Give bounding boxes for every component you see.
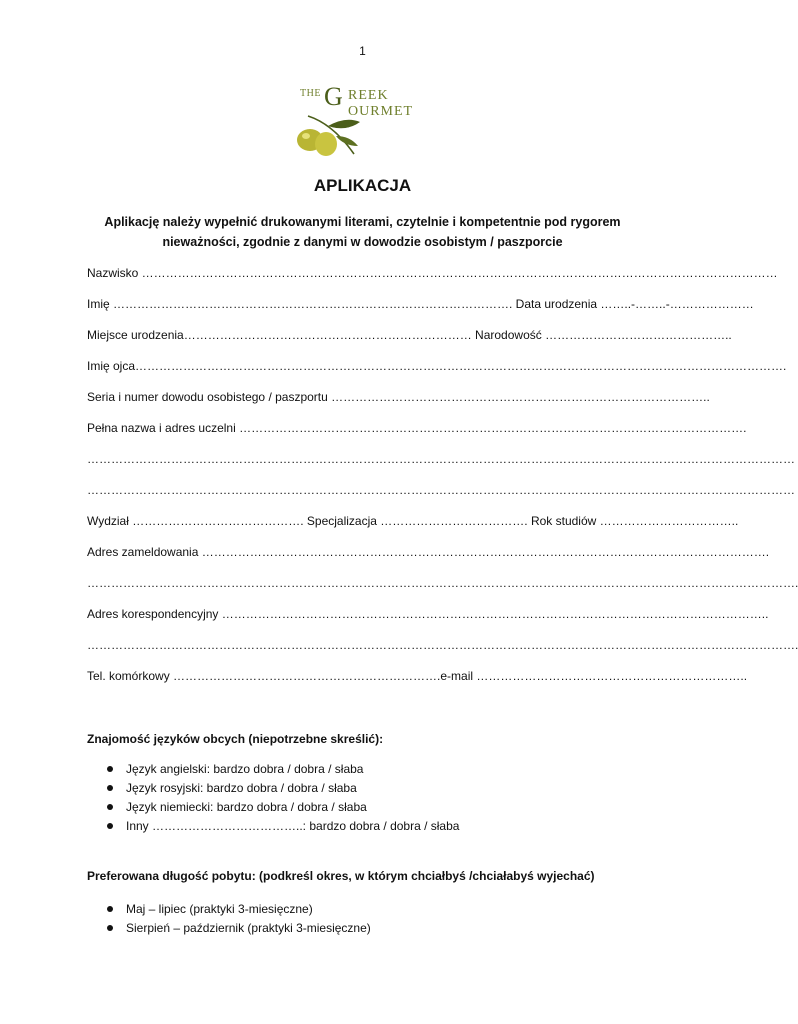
- page-title: APLIKACJA: [313, 176, 412, 195]
- field-adres-zameldowania-cont: …………………………………………………………………………………………………………………………………………………………….: [87, 576, 798, 590]
- instructions-line-2: nieważności, zgodnie z danymi w dowodzie osobistym / paszporcie: [162, 235, 563, 249]
- logo-text-reek: REEK: [348, 88, 389, 103]
- bullet-icon: [107, 925, 113, 931]
- field-uczelnia-cont-1: ……………………………………………………………………………………………………………………………………………………………: [87, 452, 795, 466]
- list-item: [107, 921, 371, 935]
- list-item: [107, 762, 363, 776]
- field-imie-ojca: Imię ojca……………………………………………………………………………………………………………………………………………….: [87, 359, 787, 373]
- list-item: [107, 800, 367, 814]
- language-english: Język angielski: bardzo dobra / dobra / słaba: [126, 762, 364, 776]
- field-uczelnia-cont-2: ……………………………………………………………………………………………………………………………………………………………: [87, 483, 795, 497]
- olive-branch-icon: [288, 106, 368, 160]
- instructions-line-1: Aplikację należy wypełnić drukowanymi literami, czytelnie i kompetentnie pod rygorem: [104, 215, 621, 229]
- list-item: [107, 819, 459, 833]
- page-number: 1: [359, 44, 366, 58]
- language-russian: Język rosyjski: bardzo dobra / dobra / słaba: [126, 781, 357, 795]
- bullet-icon: [107, 804, 113, 810]
- bullet-icon: [107, 823, 113, 829]
- stay-option-may-july: Maj – lipiec (praktyki 3-miesięczne): [126, 902, 313, 916]
- logo-text-the: THE: [300, 88, 321, 99]
- bullet-icon: [107, 766, 113, 772]
- field-nazwisko: Nazwisko ……………………………………………………………………………………………………………………………………………: [87, 266, 778, 280]
- stay-option-aug-oct: Sierpień – październik (praktyki 3-miesięczne): [126, 921, 371, 935]
- language-german: Język niemiecki: bardzo dobra / dobra / słaba: [126, 800, 367, 814]
- stay-heading: Preferowana długość pobytu: (podkreśl okres, w którym chciałbyś /chciałabyś wyjechać): [87, 869, 595, 883]
- field-adres-zameldowania: Adres zameldowania …………………………………………………………………………………………………………………………….: [87, 545, 770, 559]
- greek-gourmet-logo: [288, 84, 428, 160]
- field-imie-data-urodzenia: Imię ………………………………………………………………………………………. Data urodzenia ……..-……..-…………………: [87, 297, 754, 311]
- logo-text-ourmet: OURMET: [348, 104, 414, 119]
- bullet-icon: [107, 785, 113, 791]
- field-adres-korespondencyjny-cont: …………………………………………………………………………………………………………………………………………………………….: [87, 638, 798, 652]
- list-item: [107, 902, 313, 916]
- field-wydzial-specjalizacja-rok: Wydział ……………………………………. Specjalizacja ………………………………. Rok studiów ……………………………..: [87, 514, 739, 528]
- bullet-icon: [107, 906, 113, 912]
- logo-text-g: G: [324, 82, 343, 111]
- list-item: [107, 781, 357, 795]
- field-dowod-paszport: Seria i numer dowodu osobistego / paszportu …………………………………………………………………………………..: [87, 390, 710, 404]
- language-other: Inny ………………………………..: bardzo dobra / dobra / słaba: [126, 819, 460, 833]
- field-uczelnia: Pełna nazwa i adres uczelni ……………………………………………………………………………………………………………….: [87, 421, 747, 435]
- languages-heading: Znajomość języków obcych (niepotrzebne skreślić):: [87, 732, 384, 746]
- field-telefon-email: Tel. komórkowy ………………………………………………………….e-mail …………………………………………………………..: [87, 669, 748, 683]
- field-adres-korespondencyjny: Adres korespondencyjny ………………………………………………………………………………………………………………………..: [87, 607, 769, 621]
- field-miejsce-urodzenia-narodowosc: Miejsce urodzenia……………………………………………………………… Narodowość ………………………………………..: [87, 328, 732, 342]
